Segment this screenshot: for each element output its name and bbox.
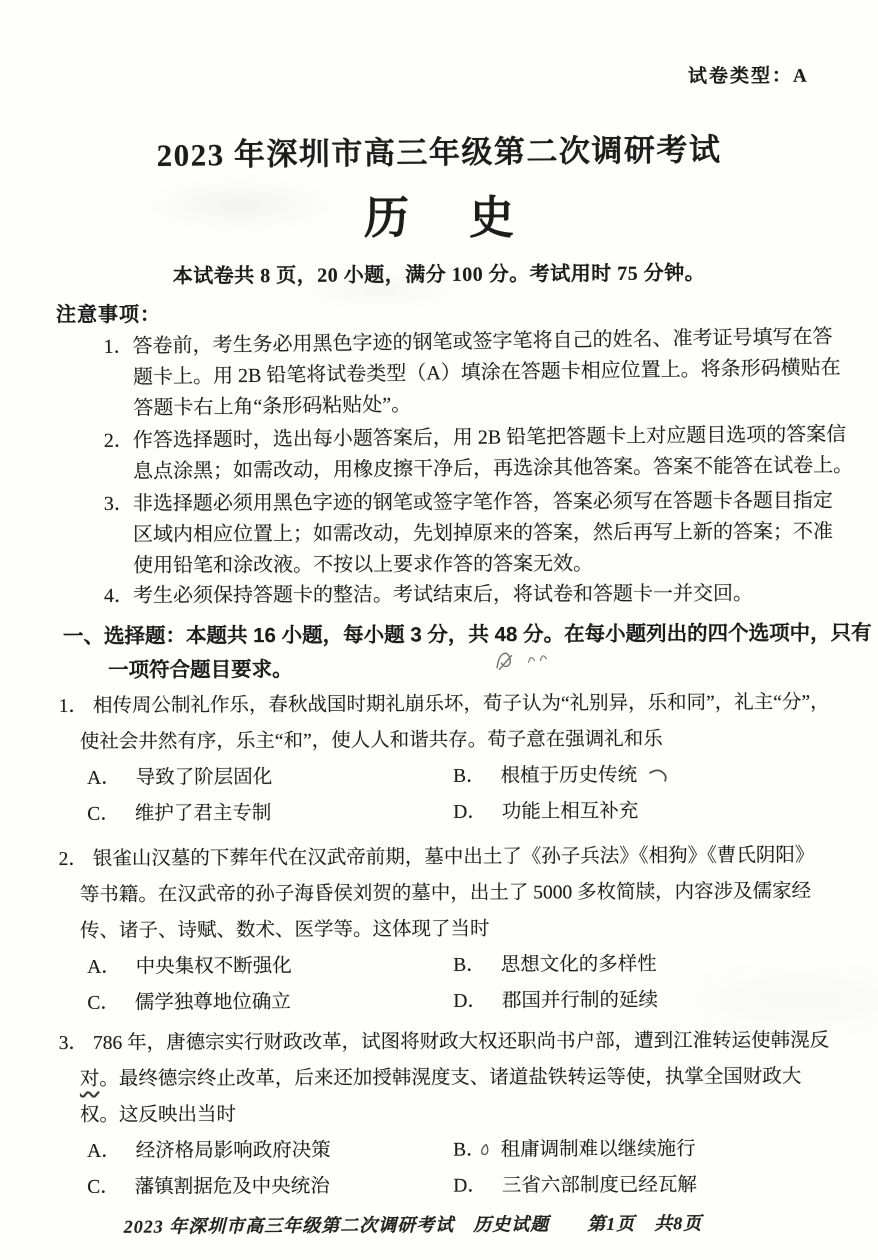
option-row bbox=[59, 793, 849, 833]
notice-item-lines bbox=[133, 578, 844, 611]
notice-heading: 注意事项： bbox=[56, 304, 161, 326]
option-c bbox=[87, 796, 271, 833]
option-text: 根植于历史传统 bbox=[500, 764, 638, 787]
option-label: A． bbox=[87, 956, 121, 978]
notice-item-lines bbox=[133, 486, 844, 582]
option-label: D． bbox=[453, 990, 488, 1012]
option-c bbox=[87, 1169, 330, 1206]
page-title: 2023 年深圳市高三年级第二次调研考试 bbox=[156, 132, 722, 173]
option-label: B． bbox=[453, 954, 486, 976]
question-number: 2． bbox=[58, 848, 88, 871]
option-text: 三省六部制度已经瓦解 bbox=[501, 1174, 697, 1197]
option-b bbox=[453, 758, 669, 795]
question-1 bbox=[59, 685, 850, 833]
notice-item-number: 3． bbox=[103, 492, 134, 516]
stem-text: 相传周公制礼作乐，春秋战国时期礼崩乐坏，荀子认为“礼别异，乐和同”，礼主“分”， bbox=[92, 691, 830, 717]
option-d bbox=[453, 794, 638, 831]
notice-line: 非选择题必须用黑色字迹的钢笔或签字笔作答，答案必须写在答题卡各题目指定 bbox=[132, 489, 833, 515]
option-row bbox=[59, 1131, 849, 1170]
option-row bbox=[59, 757, 849, 797]
notice-line: 答题卡右上角“条形码粘贴处”。 bbox=[133, 393, 412, 420]
notice-item-1 bbox=[103, 322, 844, 425]
notice-item-lines bbox=[132, 420, 854, 488]
handwritten-hook-mark bbox=[647, 767, 669, 783]
notice-item-lines bbox=[132, 322, 844, 425]
option-label: C． bbox=[87, 1176, 120, 1198]
option-c bbox=[87, 985, 291, 1022]
option-a bbox=[87, 1133, 331, 1170]
question-stem-line bbox=[59, 1059, 849, 1098]
option-b bbox=[453, 1132, 696, 1169]
option-label: D． bbox=[453, 1175, 487, 1197]
option-text: 经济格局影响政府决策 bbox=[135, 1140, 331, 1162]
option-row bbox=[59, 1167, 849, 1206]
wavy-underlined-text: 对 bbox=[79, 1068, 100, 1090]
question-2 bbox=[59, 838, 850, 1022]
option-text: 儒学独尊地位确立 bbox=[134, 991, 291, 1014]
option-d bbox=[453, 1168, 697, 1205]
option-label: A． bbox=[87, 767, 121, 789]
notice-item-number: 2． bbox=[103, 429, 134, 453]
option-label: C． bbox=[87, 992, 120, 1014]
option-text: 导致了阶层固化 bbox=[135, 766, 273, 789]
option-label: B． bbox=[453, 1139, 486, 1161]
stem-text: 。最终德宗终止改革，后来还加授韩滉度支、诸道盐铁转运等使，执掌全国财政大 bbox=[99, 1066, 802, 1090]
option-label: B． bbox=[453, 765, 486, 787]
page-footer: 2023 年深圳市高三年级第二次调研考试 历史试题 第1页 共8页 bbox=[123, 1213, 703, 1237]
option-label: C． bbox=[87, 803, 120, 825]
option-text: 中央集权不断强化 bbox=[135, 955, 292, 978]
option-a bbox=[87, 760, 272, 797]
option-row bbox=[59, 982, 849, 1022]
question-stem-line bbox=[59, 685, 849, 725]
notice-line: 题卡上。用 2B 铅笔将试卷类型（A）填涂在答题卡相应位置上。将条形码横贴在 bbox=[132, 356, 841, 389]
paper-type-label: 试卷类型：A bbox=[687, 65, 809, 88]
option-row bbox=[59, 946, 849, 986]
section-one-header bbox=[63, 616, 872, 688]
question-stem-line: 传、诸子、诗赋、数术、医学等。这体现了当时 bbox=[79, 918, 490, 942]
notice-line: 息点涂黑；如需改动，用橡皮擦干净后，再选涂其他答案。答案不能答在试卷上。 bbox=[133, 454, 854, 483]
option-label: A． bbox=[87, 1140, 121, 1162]
subject-title: 历史 bbox=[363, 193, 574, 243]
notice-item-4 bbox=[104, 578, 844, 612]
question-stem-line: 权。这反映出当时 bbox=[79, 1104, 237, 1126]
option-text: 郡国并行制的延续 bbox=[501, 989, 659, 1012]
notice-line: 区域内相应位置上；如需改动，先划掉原来的答案，然后再写上新的答案；不准 bbox=[132, 520, 834, 546]
question-stem-line: 等书籍。在汉武帝的孙子海昏侯刘贺的墓中，出土了 5000 多枚简牍，内容涉及儒家经 bbox=[79, 881, 812, 906]
option-text: 思想文化的多样性 bbox=[500, 953, 657, 976]
question-stem-line: 使社会井然有序，乐主“和”，使人人和谐共存。荀子意在强调礼和乐 bbox=[79, 728, 663, 753]
notice-item-2 bbox=[103, 420, 854, 488]
option-text: 藩镇割据危及中央统治 bbox=[134, 1176, 330, 1198]
section-header-line: 一项符合题目要求。 bbox=[108, 657, 293, 682]
option-b bbox=[453, 947, 657, 984]
exam-info-line: 本试卷共 8 页，20 小题，满分 100 分。考试用时 75 分钟。 bbox=[172, 262, 706, 288]
question-number: 1． bbox=[58, 695, 89, 718]
option-label: D． bbox=[453, 801, 487, 823]
notice-item-number: 4． bbox=[103, 584, 135, 607]
option-a bbox=[87, 949, 292, 986]
question-stem-line bbox=[59, 1023, 849, 1062]
question-number: 3． bbox=[58, 1032, 89, 1055]
option-d bbox=[453, 983, 658, 1020]
option-text: 租庸调制难以继续施行 bbox=[500, 1138, 696, 1161]
question-stem-line bbox=[59, 838, 849, 878]
notice-item-number: 1． bbox=[103, 335, 134, 359]
handwritten-loop-mark bbox=[478, 1142, 490, 1156]
section-header-line: 一、选择题：本题共 16 小题，每小题 3 分，共 48 分。在每小题列出的四个选项中，只有 bbox=[62, 621, 872, 649]
notice-line: 答卷前，考生务必用黑色字迹的钢笔或签字笔将自己的姓名、准考证号填写在答 bbox=[132, 325, 833, 358]
stem-text: 786 年，唐德宗实行财政改革，试图将财政大权还职尚书户部，遭到江淮转运使韩滉反 bbox=[92, 1030, 830, 1054]
notice-line: 作答选择题时，选出每小题答案后，用 2B 铅笔把答题卡上对应题目选项的答案信 bbox=[132, 423, 847, 452]
option-text: 维护了君主专制 bbox=[134, 802, 272, 825]
notice-item-3 bbox=[104, 486, 844, 582]
stem-text: 银雀山汉墓的下葬年代在汉武帝前期，墓中出土了《孙子兵法》《相狗》《曹氏阴阳》 bbox=[92, 845, 815, 870]
question-3 bbox=[59, 1023, 850, 1206]
notice-line: 考生必须保持答题卡的整洁。考试结束后，将试卷和答题卡一并交回。 bbox=[132, 582, 754, 607]
notice-line: 使用铅笔和涂改液。不按以上要求作答的答案无效。 bbox=[133, 552, 594, 577]
option-text: 功能上相互补充 bbox=[501, 800, 639, 823]
